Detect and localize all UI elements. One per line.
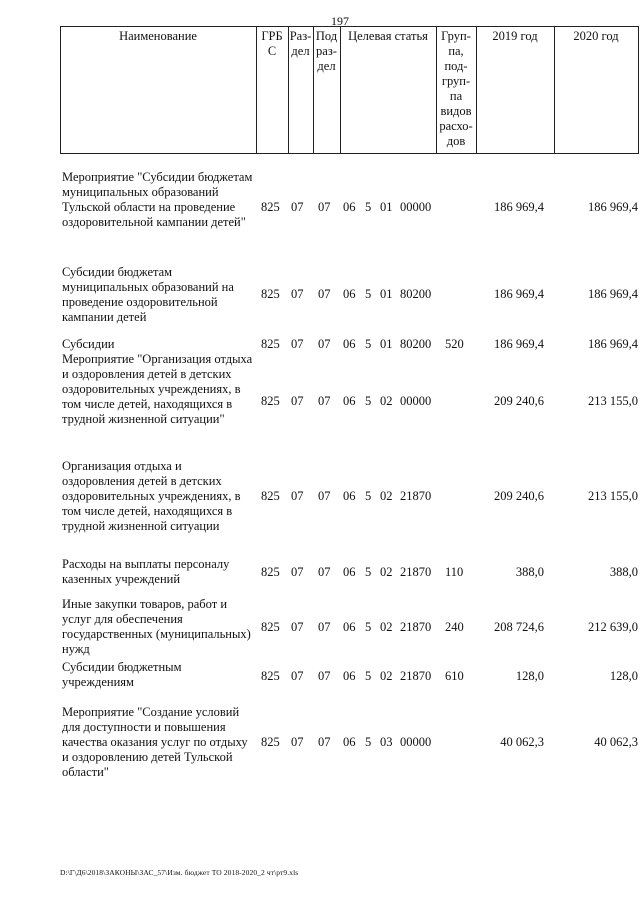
row-target-activity: 02 — [380, 565, 393, 579]
row-podrazdel: 07 — [318, 200, 331, 214]
row-target-direction: 00000 — [400, 394, 432, 408]
row-target-subprogram: 5 — [365, 735, 372, 749]
row-name: Организация отдыха и оздоровления детей в детских оздоровительных учреждениях, в том числе детей, находящихся в трудной жизненной ситуации — [62, 459, 241, 533]
row-expense-group: 110 — [445, 565, 464, 579]
row-target-program: 06 — [343, 287, 356, 301]
header-bottom-border — [60, 153, 639, 154]
row-target-direction: 80200 — [400, 337, 432, 351]
header-divider — [638, 26, 639, 154]
row-amount-2019: 40 062,3 — [500, 735, 544, 749]
row-name: Мероприятие "Организация отдыха и оздоровления детей в детских оздоровительных учреждениях, в том числе детей, находящихся в трудной жизненной ситуации" — [62, 352, 253, 426]
row-target-direction: 80200 — [400, 287, 432, 301]
row-grbs: 825 — [261, 735, 280, 749]
row-grbs: 825 — [261, 287, 280, 301]
row-target-subprogram: 5 — [365, 669, 372, 683]
row-amount-2020: 213 155,0 — [588, 489, 638, 503]
header-year-2019: 2019 год — [492, 29, 538, 43]
row-amount-2019: 186 969,4 — [494, 337, 544, 351]
row-razdel: 07 — [291, 565, 304, 579]
row-target-direction: 21870 — [400, 565, 432, 579]
row-target-direction: 21870 — [400, 489, 432, 503]
row-name: Субсидии бюджетам муниципальных образований на проведение оздоровительной кампании детей — [62, 265, 234, 324]
row-target-direction: 21870 — [400, 669, 432, 683]
row-podrazdel: 07 — [318, 337, 331, 351]
row-name: Мероприятие "Субсидии бюджетам муниципальных образований Тульской области на проведение оздоровительной кампании детей" — [62, 170, 253, 229]
row-amount-2019: 186 969,4 — [494, 200, 544, 214]
row-target-subprogram: 5 — [365, 565, 372, 579]
row-razdel: 07 — [291, 337, 304, 351]
row-amount-2020: 186 969,4 — [588, 200, 638, 214]
row-grbs: 825 — [261, 669, 280, 683]
row-target-activity: 03 — [380, 735, 393, 749]
row-target-subprogram: 5 — [365, 394, 372, 408]
row-amount-2019: 128,0 — [515, 669, 544, 683]
row-target-activity: 01 — [380, 200, 393, 214]
row-razdel: 07 — [291, 735, 304, 749]
row-amount-2020: 388,0 — [609, 565, 638, 579]
row-expense-group: 610 — [445, 669, 464, 683]
row-podrazdel: 07 — [318, 489, 331, 503]
row-name: Субсидии бюджетным учреждениям — [62, 660, 182, 689]
row-target-program: 06 — [343, 489, 356, 503]
row-razdel: 07 — [291, 669, 304, 683]
header-top-border — [60, 26, 639, 27]
row-expense-group: 240 — [445, 620, 464, 634]
header-expense-group: Груп- па, под- груп- па видов расхо- дов — [439, 29, 473, 148]
row-target-activity: 02 — [380, 394, 393, 408]
row-grbs: 825 — [261, 200, 280, 214]
row-target-activity: 02 — [380, 620, 393, 634]
row-podrazdel: 07 — [318, 620, 331, 634]
page-number: 197 — [331, 14, 349, 28]
row-target-subprogram: 5 — [365, 287, 372, 301]
row-target-activity: 01 — [380, 287, 393, 301]
row-target-subprogram: 5 — [365, 337, 372, 351]
row-razdel: 07 — [291, 620, 304, 634]
row-target-activity: 02 — [380, 669, 393, 683]
footer-file-path: D:\Г\Д6\2018\ЗАКОНЫ\ЗАС_57\Изм. бюджет ТО 2018-2020_2 чт\рт9.xls — [60, 868, 299, 877]
row-target-program: 06 — [343, 620, 356, 634]
header-target-article: Целевая статья — [348, 29, 428, 43]
row-amount-2019: 388,0 — [515, 565, 544, 579]
row-grbs: 825 — [261, 489, 280, 503]
header-divider — [554, 26, 555, 154]
row-target-subprogram: 5 — [365, 620, 372, 634]
table-header — [60, 26, 639, 154]
header-razdel: Раз- дел — [289, 29, 312, 58]
row-podrazdel: 07 — [318, 287, 331, 301]
header-podrazdel: Под раз- дел — [315, 29, 338, 73]
row-razdel: 07 — [291, 287, 304, 301]
row-name: Иные закупки товаров, работ и услуг для обеспечения государственных (муниципальных) нужд — [62, 597, 251, 656]
row-target-program: 06 — [343, 735, 356, 749]
row-amount-2020: 212 639,0 — [588, 620, 638, 634]
row-expense-group: 520 — [445, 337, 464, 351]
header-year-2020: 2020 год — [573, 29, 619, 43]
row-razdel: 07 — [291, 200, 304, 214]
header-divider — [60, 26, 61, 154]
row-target-activity: 02 — [380, 489, 393, 503]
row-target-program: 06 — [343, 337, 356, 351]
row-target-direction: 00000 — [400, 200, 432, 214]
row-target-program: 06 — [343, 394, 356, 408]
header-name: Наименование — [119, 29, 197, 43]
row-grbs: 825 — [261, 620, 280, 634]
row-amount-2020: 186 969,4 — [588, 337, 638, 351]
row-razdel: 07 — [291, 489, 304, 503]
row-name: Мероприятие "Создание условий для доступности и повышения качества оказания услуг по отдыху и оздоровлению детей Тульской области" — [62, 705, 248, 779]
row-target-program: 06 — [343, 200, 356, 214]
row-amount-2020: 128,0 — [609, 669, 638, 683]
row-name: Расходы на выплаты персоналу казенных учреждений — [62, 557, 230, 586]
row-amount-2020: 213 155,0 — [588, 394, 638, 408]
row-amount-2019: 208 724,6 — [494, 620, 544, 634]
row-grbs: 825 — [261, 565, 280, 579]
row-podrazdel: 07 — [318, 735, 331, 749]
row-amount-2020: 186 969,4 — [588, 287, 638, 301]
row-amount-2019: 209 240,6 — [494, 394, 544, 408]
row-target-direction: 00000 — [400, 735, 432, 749]
row-target-program: 06 — [343, 669, 356, 683]
row-podrazdel: 07 — [318, 394, 331, 408]
row-grbs: 825 — [261, 337, 280, 351]
row-target-activity: 01 — [380, 337, 393, 351]
row-name: Субсидии — [62, 337, 115, 351]
row-podrazdel: 07 — [318, 565, 331, 579]
row-target-subprogram: 5 — [365, 200, 372, 214]
header-divider — [476, 26, 477, 154]
row-grbs: 825 — [261, 394, 280, 408]
header-grbs: ГРБ С — [261, 29, 283, 58]
row-razdel: 07 — [291, 394, 304, 408]
row-target-subprogram: 5 — [365, 489, 372, 503]
row-podrazdel: 07 — [318, 669, 331, 683]
header-divider — [340, 26, 341, 154]
row-target-program: 06 — [343, 565, 356, 579]
row-target-direction: 21870 — [400, 620, 432, 634]
row-amount-2020: 40 062,3 — [594, 735, 638, 749]
row-amount-2019: 186 969,4 — [494, 287, 544, 301]
row-amount-2019: 209 240,6 — [494, 489, 544, 503]
